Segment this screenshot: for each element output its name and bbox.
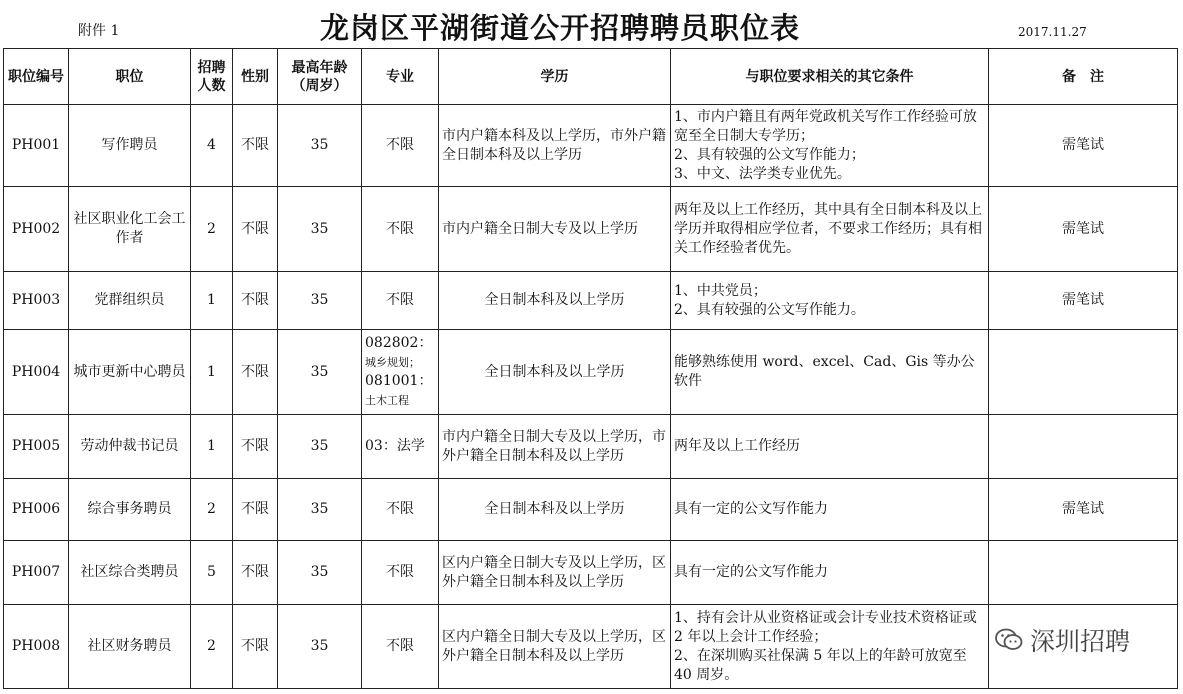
header-remarks: 备 注 <box>989 49 1178 105</box>
table-row <box>4 479 1178 541</box>
cell-age: 35 <box>278 605 362 689</box>
condition-line: 具有一定的公文写作能力 <box>674 501 828 517</box>
table-row <box>4 541 1178 605</box>
cell-position: 社区财务聘员 <box>69 605 191 689</box>
major-line: 082802： <box>365 335 433 351</box>
cell-age: 35 <box>278 330 362 415</box>
cell-remarks <box>989 415 1178 479</box>
cell-position: 写作聘员 <box>69 105 191 187</box>
page-title: 龙岗区平湖街道公开招聘聘员职位表 <box>319 11 800 45</box>
table-row <box>4 187 1178 272</box>
cell-conditions <box>671 479 989 541</box>
major-line: 城乡规划； <box>365 356 420 369</box>
cell-remarks: 需笔试 <box>989 187 1178 272</box>
cell-count: 1 <box>191 330 233 415</box>
cell-education: 市内户籍全日制大专及以上学历 <box>439 187 671 272</box>
cell-conditions <box>671 272 989 330</box>
cell-education: 市内户籍本科及以上学历，市外户籍全日制本科及以上学历 <box>439 105 671 187</box>
cell-major: 不限 <box>362 105 439 187</box>
cell-count: 2 <box>191 187 233 272</box>
condition-line: 能够熟练使用 word、excel、Cad、Gis 等办公软件 <box>674 354 975 389</box>
table-header-row <box>4 49 1178 105</box>
attachment-label: 附件 1 <box>78 23 120 39</box>
cell-age: 35 <box>278 187 362 272</box>
table-row <box>4 105 1178 187</box>
cell-education: 全日制本科及以上学历 <box>439 330 671 415</box>
condition-line: 2、在深圳购买社保满 5 年以上的年龄可放宽至 40 周岁。 <box>674 647 967 683</box>
cell-major: 03：法学 <box>362 415 439 479</box>
cell-count: 1 <box>191 272 233 330</box>
cell-gender: 不限 <box>233 605 278 689</box>
condition-line: 1、市内户籍且有两年党政机关写作工作经验可放宽至全日制大专学历； <box>674 108 977 144</box>
cell-remarks <box>989 541 1178 605</box>
cell-remarks: 需笔试 <box>989 105 1178 187</box>
cell-education: 市内户籍全日制大专及以上学历，市外户籍全日制本科及以上学历 <box>439 415 671 479</box>
condition-line: 具有一定的公文写作能力 <box>674 564 828 580</box>
cell-major: 不限 <box>362 479 439 541</box>
condition-line: 2、具有较强的公文写作能力； <box>674 146 865 163</box>
header-code: 职位编号 <box>4 49 69 105</box>
cell-age: 35 <box>278 415 362 479</box>
cell-code: PH001 <box>4 105 69 187</box>
cell-major: 不限 <box>362 272 439 330</box>
cell-age: 35 <box>278 541 362 605</box>
cell-education: 全日制本科及以上学历 <box>439 272 671 330</box>
condition-line: 3、中文、法学类专业优先。 <box>674 165 851 182</box>
cell-code: PH002 <box>4 187 69 272</box>
cell-count: 1 <box>191 415 233 479</box>
cell-position: 社区职业化工会工作者 <box>69 187 191 272</box>
cell-conditions <box>671 415 989 479</box>
cell-conditions <box>671 105 989 187</box>
cell-count: 2 <box>191 479 233 541</box>
cell-remarks: 需笔试 <box>989 272 1178 330</box>
table-row <box>4 272 1178 330</box>
cell-count: 2 <box>191 605 233 689</box>
cell-gender: 不限 <box>233 187 278 272</box>
cell-gender: 不限 <box>233 272 278 330</box>
cell-code: PH005 <box>4 415 69 479</box>
cell-code: PH004 <box>4 330 69 415</box>
cell-gender: 不限 <box>233 541 278 605</box>
cell-conditions <box>671 541 989 605</box>
cell-position: 综合事务聘员 <box>69 479 191 541</box>
major-line: 081001： <box>365 373 433 389</box>
header-count: 招聘人数 <box>191 49 233 105</box>
table-row <box>4 415 1178 479</box>
table-row <box>4 330 1178 415</box>
cell-education: 全日制本科及以上学历 <box>439 479 671 541</box>
condition-line: 两年及以上工作经历，其中具有全日制本科及以上学历并取得相应学位者，不要求工作经历；具有相关工作经验者优先。 <box>674 201 982 256</box>
cell-code: PH008 <box>4 605 69 689</box>
cell-conditions <box>671 605 989 689</box>
cell-code: PH007 <box>4 541 69 605</box>
cell-count: 4 <box>191 105 233 187</box>
cell-position: 党群组织员 <box>69 272 191 330</box>
condition-line: 两年及以上工作经历 <box>674 438 800 454</box>
header-age: 最高年龄（周岁） <box>278 49 362 105</box>
cell-education: 区内户籍全日制大专及以上学历，区外户籍全日制本科及以上学历 <box>439 541 671 605</box>
header-position: 职位 <box>69 49 191 105</box>
cell-gender: 不限 <box>233 330 278 415</box>
cell-conditions <box>671 330 989 415</box>
major-line: 土木工程 <box>365 394 409 407</box>
condition-line: 1、中共党员； <box>674 282 767 299</box>
cell-major <box>362 330 439 415</box>
cell-education: 区内户籍全日制大专及以上学历，区外户籍全日制本科及以上学历 <box>439 605 671 689</box>
cell-count: 5 <box>191 541 233 605</box>
cell-gender: 不限 <box>233 479 278 541</box>
cell-conditions <box>671 187 989 272</box>
header-education: 学历 <box>439 49 671 105</box>
wechat-icon <box>994 627 1024 653</box>
cell-age: 35 <box>278 479 362 541</box>
cell-major: 不限 <box>362 187 439 272</box>
cell-remarks: 需笔试 <box>989 479 1178 541</box>
header-major: 专业 <box>362 49 439 105</box>
cell-age: 35 <box>278 272 362 330</box>
cell-position: 社区综合类聘员 <box>69 541 191 605</box>
watermark <box>990 622 1134 658</box>
cell-code: PH003 <box>4 272 69 330</box>
condition-line: 1、持有会计从业资格证或会计专业技术资格证或 2 年以上会计工作经验； <box>674 609 977 645</box>
cell-code: PH006 <box>4 479 69 541</box>
cell-major: 不限 <box>362 605 439 689</box>
document-date: 2017.11.27 <box>1018 25 1087 39</box>
cell-position: 劳动仲裁书记员 <box>69 415 191 479</box>
cell-age: 35 <box>278 105 362 187</box>
cell-gender: 不限 <box>233 415 278 479</box>
positions-table <box>3 48 1178 689</box>
cell-position: 城市更新中心聘员 <box>69 330 191 415</box>
watermark-label: 深圳招聘 <box>1030 627 1131 656</box>
cell-major: 不限 <box>362 541 439 605</box>
header-gender: 性别 <box>233 49 278 105</box>
cell-remarks <box>989 330 1178 415</box>
cell-gender: 不限 <box>233 105 278 187</box>
condition-line: 2、具有较强的公文写作能力。 <box>674 301 865 318</box>
header-conditions: 与职位要求相关的其它条件 <box>671 49 989 105</box>
